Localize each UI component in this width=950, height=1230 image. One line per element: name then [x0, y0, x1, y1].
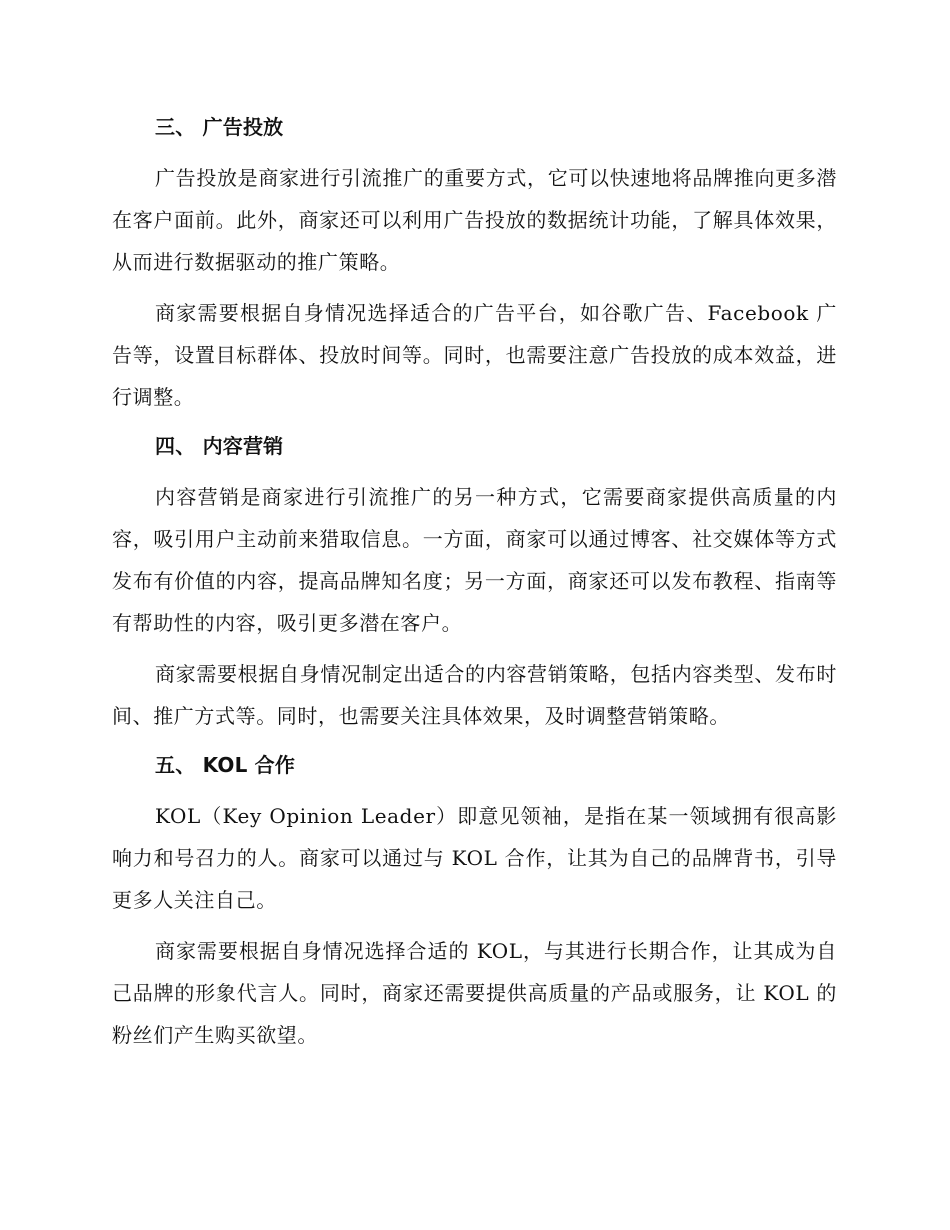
- paragraph: 广告投放是商家进行引流推广的重要方式，它可以快速地将品牌推向更多潜在客户面前。此外，商家还可以利用广告投放的数据统计功能，了解具体效果，从而进行数据驱动的推广策略。: [112, 166, 837, 274]
- paragraph: 内容营销是商家进行引流推广的另一种方式，它需要商家提供高质量的内容，吸引用户主动前来猎取信息。一方面，商家可以通过博客、社交媒体等方式发布有价值的内容，提高品牌知名度；另一方面，商家还可以发布教程、指南等有帮助性的内容，吸引更多潜在客户。: [112, 485, 837, 635]
- paragraph: 商家需要根据自身情况选择合适的 KOL，与其进行长期合作，让其成为自己品牌的形象代言人。同时，商家还需要提供高质量的产品或服务，让 KOL 的粉丝们产生购买欲望。: [112, 939, 837, 1047]
- section-heading-advertising: 三、 广告投放: [155, 115, 284, 139]
- paragraph: KOL（Key Opinion Leader）即意见领袖，是指在某一领域拥有很高影响力和号召力的人。商家可以通过与 KOL 合作，让其为自己的品牌背书，引导更多人关注自己。: [112, 804, 837, 912]
- document-body: [112, 108, 837, 1056]
- section-heading-kol-cooperation: 五、 KOL 合作: [155, 753, 296, 777]
- paragraph: 商家需要根据自身情况制定出适合的内容营销策略，包括内容类型、发布时间、推广方式等。同时，也需要关注具体效果，及时调整营销策略。: [112, 662, 837, 728]
- section-heading-content-marketing: 四、 内容营销: [155, 434, 284, 458]
- paragraph: 商家需要根据自身情况选择适合的广告平台，如谷歌广告、Facebook 广告等，设置目标群体、投放时间等。同时，也需要注意广告投放的成本效益，进行调整。: [112, 301, 837, 409]
